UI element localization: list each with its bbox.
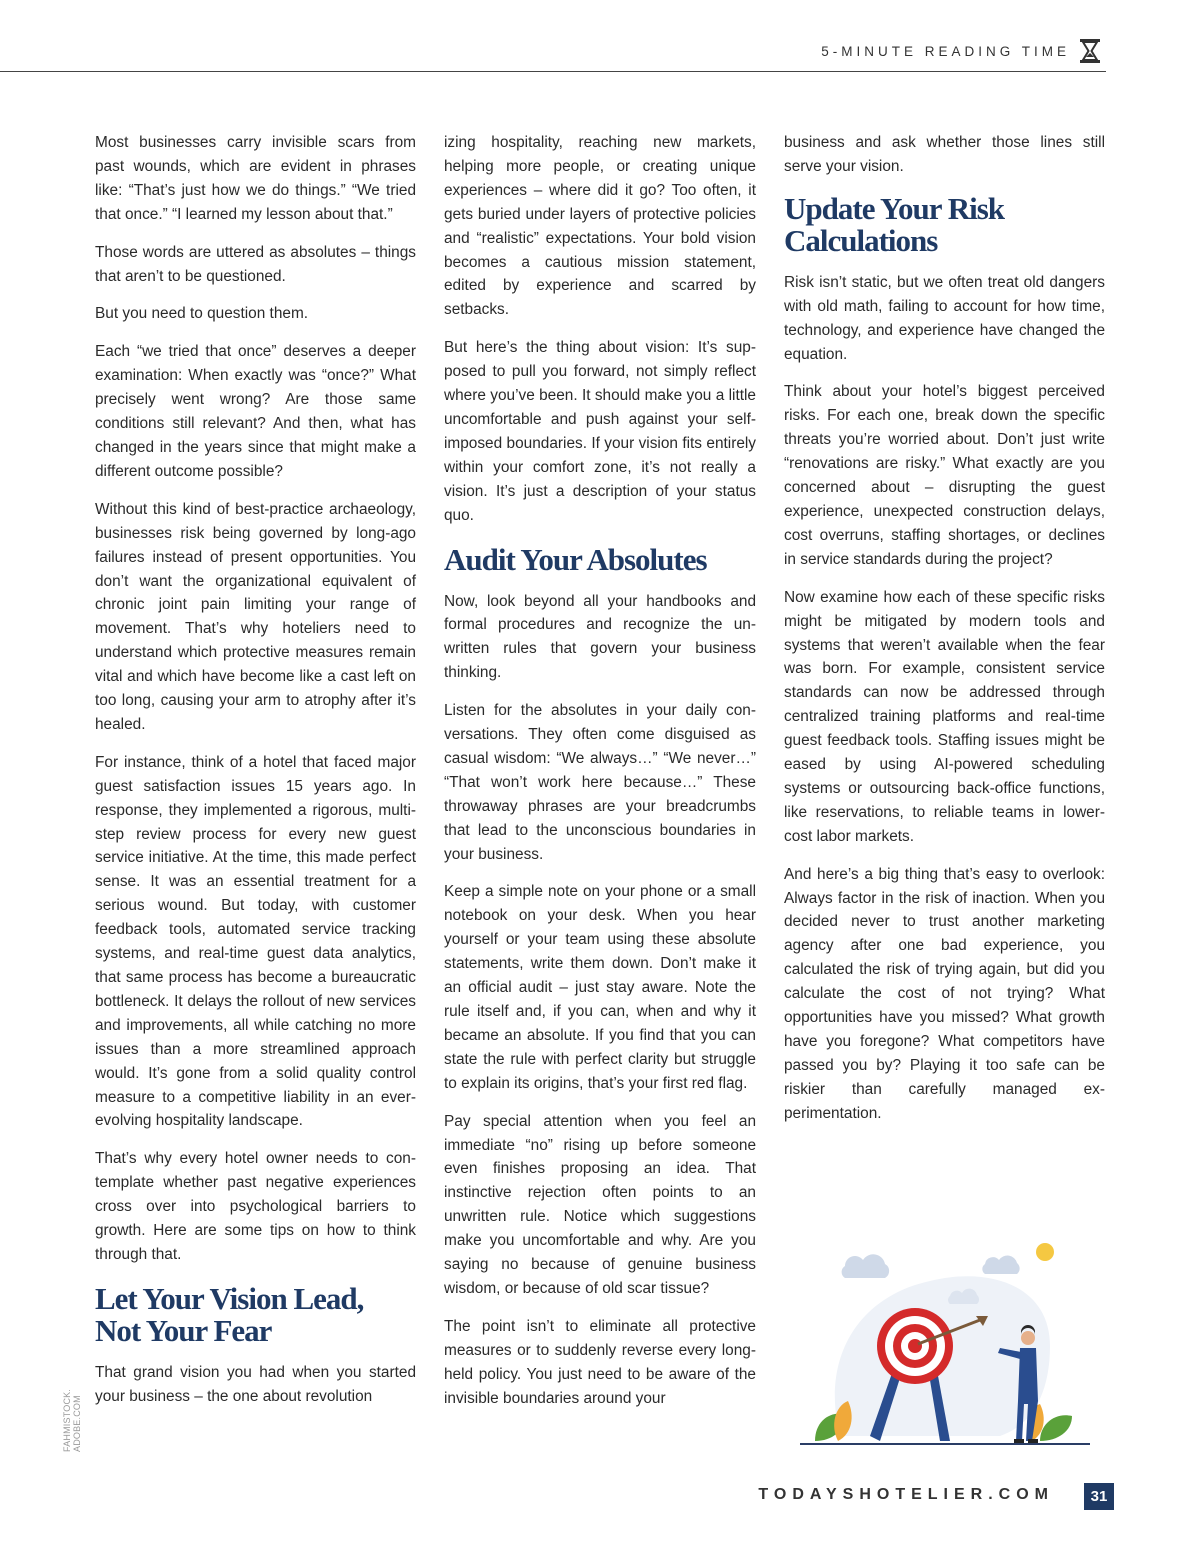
leaf-icon xyxy=(1040,1415,1072,1441)
credit-line: FAHMISTOCK. xyxy=(62,1388,72,1452)
heading-line: Update Your Risk xyxy=(784,190,1004,226)
paragraph: Most businesses carry invisible scars from past wounds, which are evident in phrases like: “That’s just how we do things.” “We tried that once.” “I learned my lesson about that.” xyxy=(95,134,416,223)
cloud-icon xyxy=(982,1256,1019,1274)
paragraph: The point isn’t to eliminate all protective measures or to suddenly reverse every long-held policy. You just need to be aware of the invisible boundaries around your xyxy=(444,1317,756,1407)
paragraph: That grand vision you had when you started your business – the one about revolution xyxy=(95,1363,416,1405)
section-heading-audit: Audit Your Absolutes xyxy=(444,541,707,577)
article-column-3 xyxy=(784,131,1105,1140)
paragraph: business and ask whether those lines still serve your vision. xyxy=(784,134,1105,175)
paragraph: Each “we tried that once” deserves a deeper examination: When exactly was “once?” What precisely went wrong? Are those same conditions still relevant? And then, what has changed in the years since that might make a different outcome possible? xyxy=(95,343,416,480)
hourglass-icon xyxy=(1078,38,1102,64)
heading-line: Not Your Fear xyxy=(95,1312,272,1348)
section-heading-vision xyxy=(95,1280,416,1348)
paragraph: Pay special attention when you feel an immediate “no” rising up before someone even finishes proposing an idea. That instinctive rejection often points to an unwritten rule. Notice which suggestions make you uncomfortable and why. Are you saying no because of genuine business wisdom, or because of old scar tissue? xyxy=(444,1112,756,1297)
paragraph: Listen for the absolutes in your daily conversations. They often come disguised as casual wisdom: “We always…” “We never…” “That won’t work here because…” These throwaway phrases are your breadcrumbs that lead to the unconscious boundaries in your business. xyxy=(444,702,756,863)
sun-icon xyxy=(1036,1243,1054,1261)
paragraph: Risk isn’t static, but we often treat old dangers with old math, failing to account for how time, technology, and experience have changed the equation. xyxy=(784,273,1105,363)
site-url: TODAYSHOTELIER.COM xyxy=(758,1486,1054,1503)
businessman-head xyxy=(1021,1331,1035,1345)
image-credit xyxy=(62,1352,86,1452)
paragraph: That’s why every hotel owner needs to contemplate whether past negative experiences cross over into psychological barriers to growth. Here are some tips on how to think through that. xyxy=(95,1150,416,1263)
paragraph: For instance, think of a hotel that faced major guest satisfaction issues 15 years ago. In response, they implemented a rigorous, multi-step review process for every new guest service initiative. At the time, this made perfect sense. It was an essential treatment for a serious wound. But today, with customer feedback tools, automated service tracking systems, and real-time guest data analytics, that same process has become a bureaucratic bottleneck. It delays the rollout of new services and improvements, all while catching no more issues than a more streamlined approach would. It’s gone from a solid quality control measure to a competitive liability in an ever-evolving hospitality landscape. xyxy=(95,753,416,1130)
page-number-badge: 31 xyxy=(1084,1483,1114,1510)
paragraph: Now examine how each of these specific risks might be mitigated by modern tools and systems that weren’t available when the fear was born. For example, consistent service standards can now be addressed through centralized training platforms and real-time guest feedback tools. Staffing issues might be eased by using AI-powered scheduling systems or outsourcing back-office functions, like reservations, to reliable teams in lower-cost labor markets. xyxy=(784,588,1105,845)
paragraph: Without this kind of best-practice archaeology, businesses risk being governed by long-ago failures instead of present opportunities. You don’t want the organizational equivalent of chronic joint pain limiting your range of movement. That’s why hoteliers need to understand which protective measures remain vital and which have become like a cast left on too long, causing your arm to atrophy after it’s healed. xyxy=(95,500,416,733)
cloud-icon xyxy=(842,1254,890,1278)
paragraph: But you need to question them. xyxy=(95,305,309,323)
paragraph: Keep a simple note on your phone or a small notebook on your desk. When you hear yourself or your team using these absolute statements, write them down. Don’t make it an official audit – just stay aware. Note the rule itself and, if you can, when and why it became an absolute. If you find that you can state the rule with perfect clarity but struggle to explain its origins, that’s your first red flag. xyxy=(444,883,756,1092)
paragraph: Those words are uttered as absolutes – things that aren’t to be questioned. xyxy=(95,243,416,285)
target-ring xyxy=(908,1339,922,1353)
article-column-1 xyxy=(95,131,416,1423)
target-illustration xyxy=(800,1236,1090,1448)
heading-line: Let Your Vision Lead, xyxy=(95,1280,364,1316)
section-heading-risk xyxy=(784,190,1105,258)
paragraph: And here’s a big thing that’s easy to overlook: Always factor in the risk of inaction. When you decided never to trust another marketing agency after one bad experience, you calculated the risk of trying again, but did you calculate the cost of not trying? What opportunities have you missed? What growth have you foregone? What competitors have passed you by? Playing it too safe can be riskier than carefully managed experimentation. xyxy=(784,865,1105,1122)
paragraph: Think about your hotel’s biggest perceived risks. For each one, break down the specific threats you’re worried about. Don’t just write “renovations are risky.” What exactly are you concerned about – disrupting the guest experience, unexpected construction delays, cost overruns, staffing shortages, or declines in service standards during the project? xyxy=(784,383,1105,568)
paragraph: But here’s the thing about vision: It’s supposed to pull you forward, not simply reflect where you’ve been. It should make you a little uncomfortable and push against your self-imposed boundaries. If your vision fits entirely within your comfort zone, it’s not really a vision. It’s just a description of your status quo. xyxy=(444,339,756,524)
reading-time-label: 5-MINUTE READING TIME xyxy=(821,44,1070,59)
article-column-2 xyxy=(444,131,756,1425)
heading-line: Calculations xyxy=(784,222,938,258)
paragraph: Now, look beyond all your handbooks and formal procedures and recognize the unwritten rules that govern your business thinking. xyxy=(444,592,756,682)
header-divider xyxy=(0,71,1106,72)
paragraph: izing hospitality, reaching new markets, helping more people, or creating unique experiences – where did it go? Too often, it gets buried under layers of protective policies and “realistic” expectations. Your bold vision becomes a cautious mission statement, edited by experience and scarred by setbacks. xyxy=(444,134,756,319)
credit-line: ADOBE.COM xyxy=(72,1395,82,1452)
